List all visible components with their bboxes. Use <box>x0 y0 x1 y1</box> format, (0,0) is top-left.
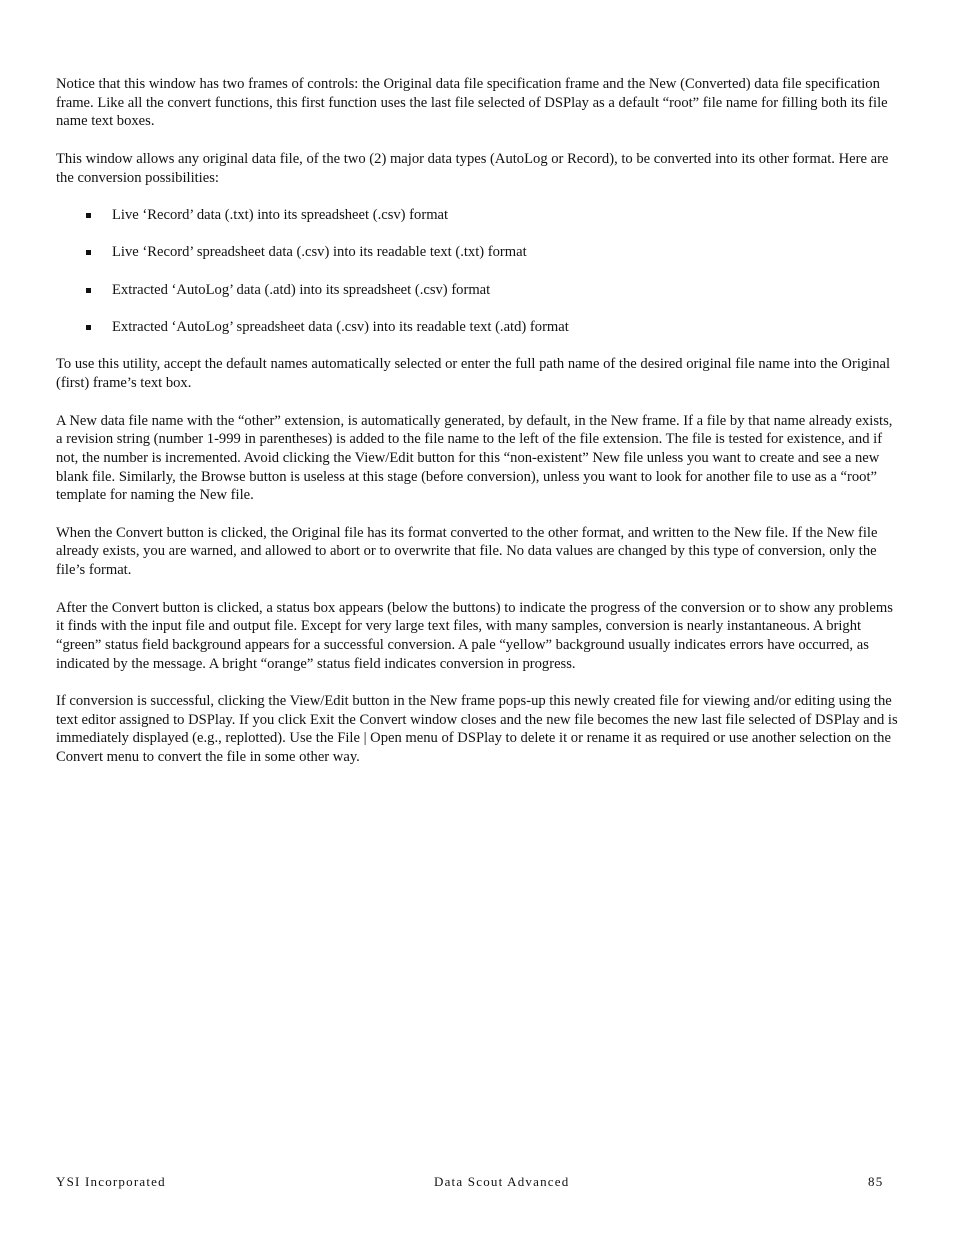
list-item <box>56 206 898 225</box>
square-bullet-icon <box>86 250 91 255</box>
paragraph-two-frames: Notice that this window has two frames of controls: the Original data file specification frame and the New (Converted) data file specification frame. Like all the convert functions, this first function uses the last file selected of DSPlay as a default “root” file name for filling both its file name text boxes. <box>56 76 888 130</box>
list-item <box>56 281 898 300</box>
paragraph-conversion-intro: This window allows any original data file, of the two (2) major data types (AutoLog or Record), to be converted into its other format. Here are the conversion possibilities: <box>56 150 889 186</box>
footer-company: YSI Incorporated <box>56 1174 166 1189</box>
paragraph-status-box: After the Convert button is clicked, a status box appears (below the buttons) to indicate the progress of the conversion or to show any problems it finds with the input file and output file. Except for very large text files, with many samples, conversion is nearly instantaneous. A bright “green” status field background appears for a successful conversion. A pale “yellow” background usually indicates errors have occurred, as indicated by the message. A bright “orange” status field indicates conversion in progress. <box>56 599 893 672</box>
conversion-list <box>56 206 898 337</box>
list-item <box>56 318 898 337</box>
list-item-text: Live ‘Record’ spreadsheet data (.csv) into its readable text (.txt) format <box>112 244 527 261</box>
list-item-text: Live ‘Record’ data (.txt) into its spreadsheet (.csv) format <box>112 206 449 223</box>
footer-page-number: 85 <box>868 1174 884 1189</box>
paragraph-convert-button: When the Convert button is clicked, the Original file has its format converted to the other format, and written to the New file. If the New file already exists, you are warned, and allowed to abort or to overwrite that file. No data values are changed by this type of conversion, only the file’s format. <box>56 524 878 579</box>
list-item-text: Extracted ‘AutoLog’ spreadsheet data (.csv) into its readable text (.atd) format <box>112 319 569 336</box>
list-item <box>56 243 898 262</box>
list-item-text: Extracted ‘AutoLog’ data (.atd) into its spreadsheet (.csv) format <box>112 281 491 298</box>
page-body <box>56 75 898 786</box>
paragraph-new-file-name: A New data file name with the “other” extension, is automatically generated, by default, in the New frame. If a file by that name already exists, a revision string (number 1-999 in parentheses) is added to the file name to the left of the file extension. The file is tested for existence, and if not, the number is incremented. Avoid clicking the View/Edit button for this “non-existent” New file unless you want to create and see a new blank file. Similarly, the Browse button is useless at this stage (before conversion), unless you want to look for another file to use as a “root” template for naming the New file. <box>56 412 893 504</box>
square-bullet-icon <box>86 288 91 293</box>
paragraph-conversion-success: If conversion is successful, clicking the View/Edit button in the New frame pops-up this newly created file for viewing and/or editing using the text editor assigned to DSPlay. If you click Exit the Convert window closes and the new file becomes the new last file selected of DSPlay and is immediately displayed (e.g., replotted). Use the File | Open menu of DSPlay to delete it or rename it as required or use another selection on the Convert menu to convert the file in some other way. <box>56 693 898 766</box>
footer-product: Data Scout Advanced <box>434 1174 570 1189</box>
square-bullet-icon <box>86 213 91 218</box>
paragraph-use-utility: To use this utility, accept the default names automatically selected or enter the full path name of the desired original file name into the Original (first) frame’s text box. <box>56 356 891 392</box>
square-bullet-icon <box>86 325 91 330</box>
